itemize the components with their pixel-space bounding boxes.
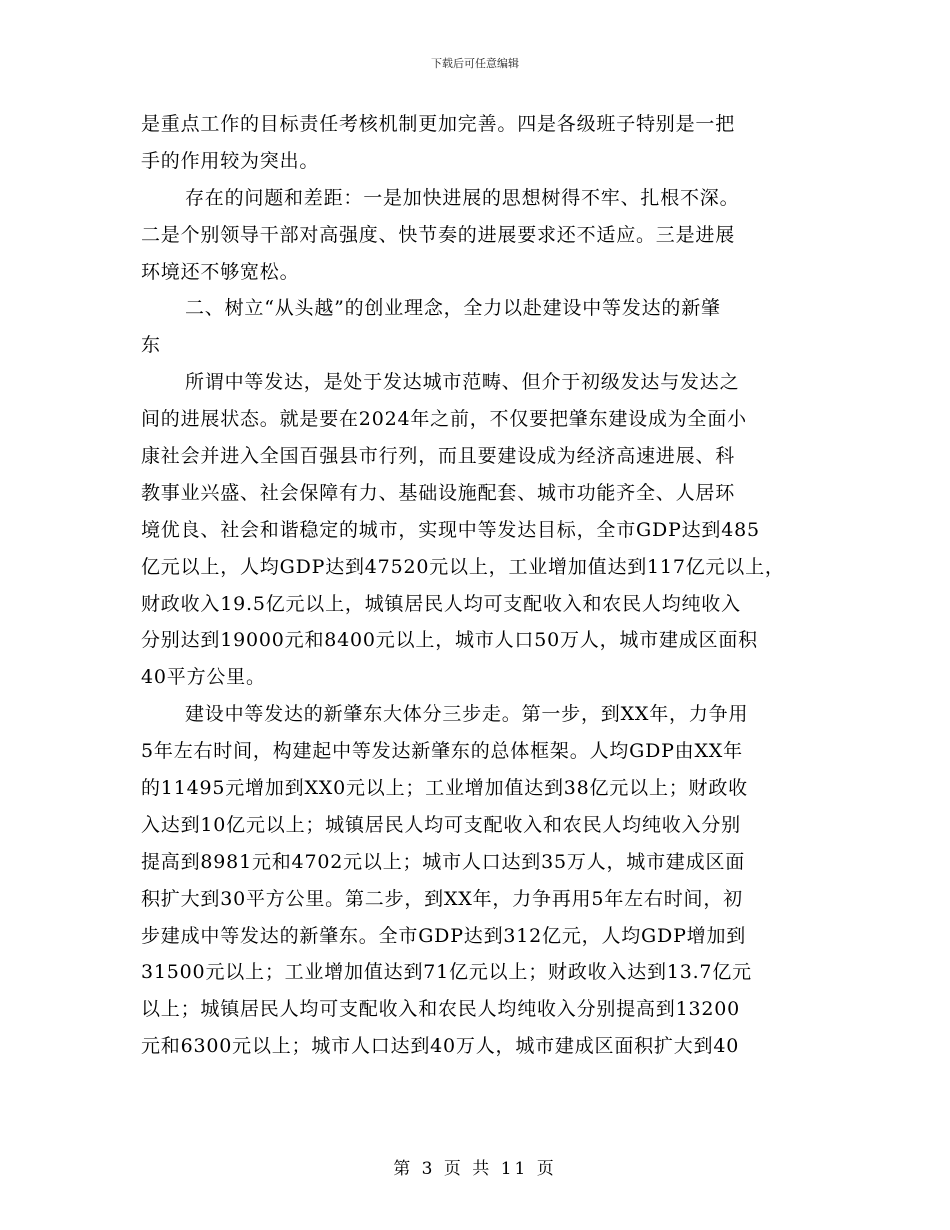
text-line: 建设中等发达的新肇东大体分三步走。第一步，到XX年，力争用 xyxy=(185,703,749,726)
page-header-note: 下载后可任意编辑 xyxy=(431,57,519,70)
text-line: 31500元以上；工业增加值达到71亿元以上；财政收入达到13.7亿元 xyxy=(141,961,752,984)
text-line: 40平方公里。 xyxy=(141,666,266,689)
text-line: 积扩大到30平方公里。第二步，到XX年，力争再用5年左右时间，初 xyxy=(141,887,743,910)
text-line: 元和6300元以上；城市人口达到40万人，城市建成区面积扩大到40 xyxy=(141,1035,740,1058)
text-line: 步建成中等发达的新肇东。全市GDP达到312亿元，人均GDP增加到 xyxy=(141,924,747,947)
text-line: 境优良、社会和谐稳定的城市，实现中等发达目标，全市GDP达到485 xyxy=(141,518,760,541)
text-line: 所谓中等发达，是处于发达城市范畴、但介于初级发达与发达之 xyxy=(185,371,740,394)
text-line: 康社会并进入全国百强县市行列，而且要建设成为经济高速进展、科 xyxy=(141,445,736,468)
page-number: 第 3 页 共 11 页 xyxy=(393,1159,557,1179)
text-line: 教事业兴盛、社会保障有力、基础设施配套、城市功能齐全、人居环 xyxy=(141,481,736,504)
text-line: 提高到8981元和4702元以上；城市人口达到35万人，城市建成区面 xyxy=(141,850,746,873)
text-line: 入达到10亿元以上；城镇居民人均可支配收入和农民人均纯收入分别 xyxy=(141,813,741,836)
text-line: 手的作用较为突出。 xyxy=(141,149,320,172)
text-line: 是重点工作的目标责任考核机制更加完善。四是各级班子特别是一把 xyxy=(141,113,736,135)
text-line: 亿元以上，人均GDP达到47520元以上，工业增加值达到117亿元以上， xyxy=(141,555,785,578)
document-body xyxy=(141,106,821,1065)
text-line: 二是个别领导干部对高强度、快节奏的进展要求还不适应。三是进展 xyxy=(141,223,736,246)
section-heading-cont: 东 xyxy=(141,334,161,357)
text-line: 间的进展状态。就是要在2024年之前，不仅要把肇东建设成为全面小 xyxy=(141,408,747,431)
text-line: 存在的问题和差距：一是加快进展的思想树得不牢、扎根不深。 xyxy=(185,186,740,209)
text-line: 以上；城镇居民人均可支配收入和农民人均纯收入分别提高到13200 xyxy=(141,998,741,1021)
text-line: 5年左右时间，构建起中等发达新肇东的总体框架。人均GDP由XX年 xyxy=(141,740,743,763)
text-line: 的11495元增加到XX0元以上；工业增加值达到38亿元以上；财政收 xyxy=(141,777,748,800)
text-line: 财政收入19.5亿元以上，城镇居民人均可支配收入和农民人均纯收入 xyxy=(141,592,741,615)
section-heading: 二、树立“从头越”的创业理念，全力以赴建设中等发达的新肇 xyxy=(185,297,721,320)
text-line: 分别达到19000元和8400元以上，城市人口50万人，城市建成区面积 xyxy=(141,629,758,652)
text-line: 环境还不够宽松。 xyxy=(141,260,300,283)
